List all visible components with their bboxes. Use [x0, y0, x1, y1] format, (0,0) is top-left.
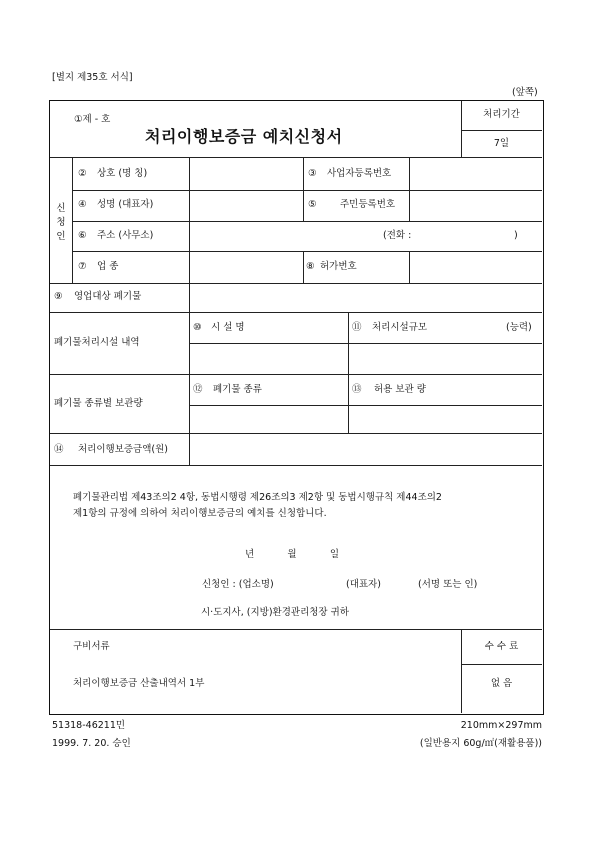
paper-spec: (일반용지 60g/㎡(재활용품)) — [419, 738, 542, 749]
field-2-number: ② — [78, 168, 87, 179]
rule — [50, 312, 542, 313]
permit-number-input[interactable] — [410, 252, 542, 283]
form-reference: [별지 제35호 서식] — [52, 72, 133, 83]
field-9-number: ⑨ — [54, 291, 63, 302]
paper-size: 210mm×297mm — [460, 720, 542, 731]
field-4-label: 성명 (대표자) — [97, 199, 154, 210]
business-type-input[interactable] — [190, 252, 303, 283]
field-8-label: 허가번호 — [320, 261, 357, 272]
facility-capacity-input[interactable] — [349, 344, 542, 374]
statement-line-1: 폐기물관리법 제43조의2 4항, 동법시행령 제26조의3 제2항 및 동법시행규칙 제44조의2 — [73, 492, 442, 503]
field-6-label: 주소 (사무소) — [97, 230, 154, 241]
applicant-group-label: 신 청 인 — [56, 203, 66, 242]
fee-label: 수 수 료 — [484, 641, 519, 652]
guarantee-amount-input[interactable] — [190, 434, 542, 465]
field-3-label: 사업자등록번호 — [327, 168, 392, 179]
waste-type-input[interactable] — [190, 406, 348, 433]
form-title: 처리이행보증금 예치신청서 — [145, 127, 343, 146]
form-number-line: ①제 - 호 — [74, 114, 111, 125]
facility-name-input[interactable] — [190, 344, 348, 374]
applicant-signature-label: 신청인 : (업소명) — [202, 579, 274, 590]
rule — [461, 664, 542, 665]
rule — [303, 157, 304, 221]
field-4-number: ④ — [78, 199, 87, 210]
processing-period-label: 처리기간 — [483, 109, 520, 120]
field-14-number: ⑭ — [54, 444, 64, 455]
field-6-number: ⑥ — [78, 230, 87, 241]
rule — [50, 629, 542, 630]
phone-label: (전화 : — [383, 230, 412, 241]
field-8-number: ⑧ — [306, 261, 315, 272]
rule — [50, 465, 542, 466]
required-documents-label: 구비서류 — [73, 641, 110, 652]
field-12-label: 폐기물 종류 — [213, 384, 262, 395]
business-name-input[interactable] — [190, 158, 303, 190]
fee-value: 없 음 — [490, 678, 513, 689]
approval-date: 1999. 7. 20. 승인 — [52, 738, 131, 749]
phone-close: ) — [514, 230, 518, 241]
rule — [72, 157, 73, 283]
field-11-label: 처리시설규모 — [372, 322, 428, 333]
date-line: 년 월 일 — [245, 549, 339, 560]
sign-or-seal-label: (서명 또는 인) — [418, 579, 478, 590]
rule — [50, 374, 542, 375]
facility-section-label: 폐기물처리시설 내역 — [54, 337, 140, 348]
form-code: 51318-46211민 — [52, 720, 126, 731]
page-side-label: (앞쪽) — [512, 87, 538, 98]
field-11-unit: (능력) — [506, 322, 532, 333]
field-10-label: 시 설 명 — [211, 322, 245, 333]
storage-section-label: 폐기물 종류별 보관량 — [54, 398, 143, 409]
processing-period-value: 7일 — [493, 138, 510, 149]
resident-registration-input[interactable] — [410, 191, 542, 221]
field-12-number: ⑫ — [193, 384, 203, 395]
rule — [461, 130, 542, 131]
addressee: 시·도지사, (지방)환경관리청장 귀하 — [201, 607, 349, 618]
field-13-label: 허용 보관 량 — [374, 384, 426, 395]
required-documents-item: 처리이행보증금 산출내역서 1부 — [73, 678, 205, 689]
field-3-number: ③ — [308, 168, 317, 179]
field-2-label: 상호 (명 칭) — [97, 168, 148, 179]
statement-line-2: 제1항의 규정에 의하여 처리이행보증금의 예치를 신청합니다. — [73, 508, 327, 519]
field-7-number: ⑦ — [78, 261, 87, 272]
field-5-number: ⑤ — [308, 199, 317, 210]
field-7-label: 업 종 — [97, 261, 119, 272]
representative-name-input[interactable] — [190, 191, 303, 221]
field-14-label: 처리이행보증금액(원) — [78, 444, 169, 455]
address-input[interactable] — [190, 222, 542, 251]
rule — [303, 251, 304, 283]
representative-label: (대표자) — [346, 579, 381, 590]
field-5-label: 주민등록번호 — [340, 199, 396, 210]
target-waste-input[interactable] — [190, 284, 542, 312]
field-10-number: ⑩ — [193, 322, 202, 333]
field-13-number: ⑬ — [352, 384, 362, 395]
field-11-number: ⑪ — [352, 322, 362, 333]
allowed-storage-input[interactable] — [349, 406, 542, 433]
field-9-label: 영업대상 폐기물 — [74, 291, 142, 302]
business-registration-input[interactable] — [410, 158, 542, 190]
